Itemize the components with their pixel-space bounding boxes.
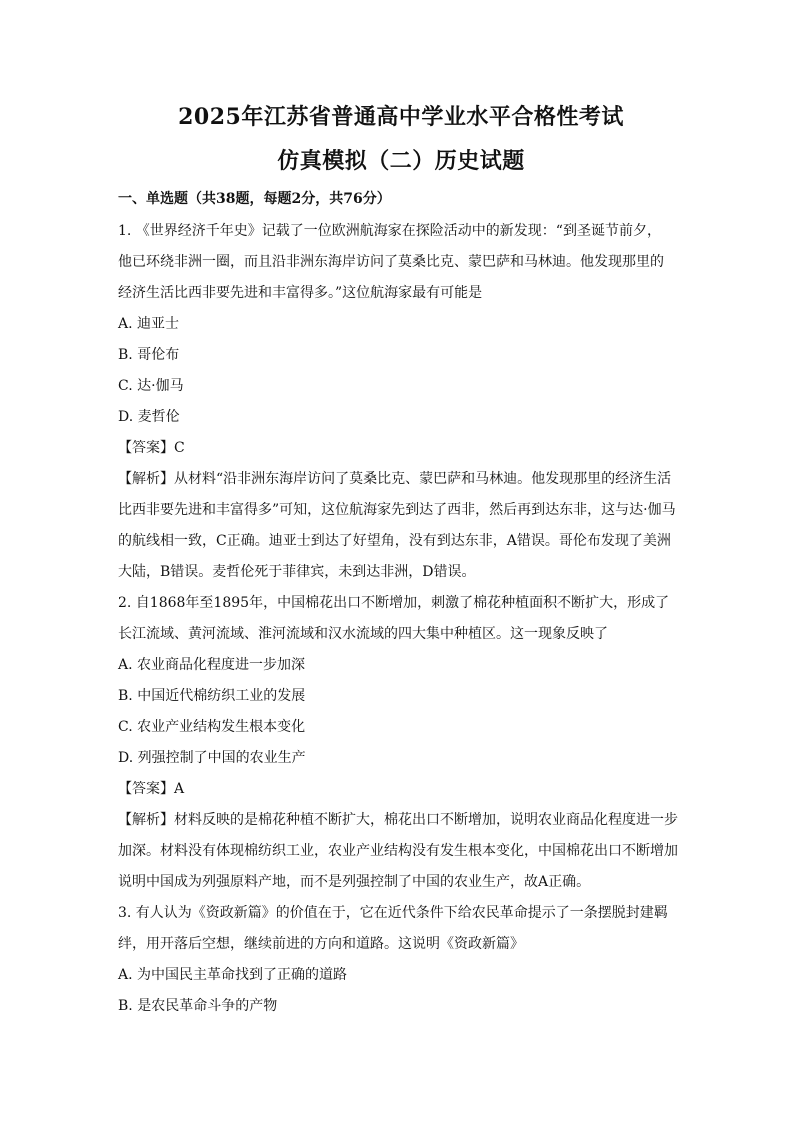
section-heading: 一、单选题（共38题，每题2分，共76分） [118, 191, 391, 207]
exam-title: 2025年江苏省普通高中学业水平合格性考试 [178, 104, 624, 130]
question-stem-line: 经济生活比西非要先进和丰富得多。”这位航海家最有可能是 [118, 285, 483, 301]
analysis-line: 说明中国成为列强原料产地，而不是列强控制了中国的农业生产，故A正确。 [118, 874, 591, 890]
question-stem-line: 2. 自1868年至1895年，中国棉花出口不断增加，刺激了棉花种植面积不断扩大，形成了 [118, 595, 670, 611]
option-a: A. 迪亚士 [118, 316, 180, 332]
option-d: D. 列强控制了中国的农业生产 [118, 750, 306, 766]
option-a: A. 农业商品化程度进一步加深 [118, 657, 306, 673]
question-stem-line: 长江流域、黄河流域、淮河流域和汉水流域的四大集中种植区。这一现象反映了 [118, 626, 608, 642]
answer-label: 【答案】A [118, 781, 185, 797]
question-2 [118, 588, 684, 898]
question-stem-line: 3. 有人认为《资政新篇》的价值在于，它在近代条件下给农民革命提示了一条摆脱封建羁 [118, 905, 668, 921]
answer-label: 【答案】C [118, 440, 185, 456]
option-a: A. 为中国民主革命找到了正确的道路 [118, 967, 348, 983]
option-c: C. 达·伽马 [118, 378, 184, 394]
analysis-line: 比西非要先进和丰富得多”可知，这位航海家先到达了西非，然后再到达东非，这与达·伽马 [118, 502, 676, 518]
question-3 [118, 898, 684, 1022]
question-1 [118, 216, 684, 588]
option-b: B. 中国近代棉纺织工业的发展 [118, 688, 306, 704]
analysis-line: 的航线相一致，C正确。迪亚士到达了好望角，没有到达东非，A错误。哥伦布发现了美洲 [118, 533, 671, 549]
analysis-line: 加深。材料没有体现棉纺织工业，农业产业结构没有发生根本变化，中国棉花出口不断增加 [118, 843, 678, 859]
option-c: C. 农业产业结构发生根本变化 [118, 719, 306, 735]
analysis-line: 大陆，B错误。麦哲伦死于菲律宾，未到达非洲，D错误。 [118, 564, 476, 580]
question-stem-line: 他已环绕非洲一圈，而且沿非洲东海岸访问了莫桑比克、蒙巴萨和马林迪。他发现那里的 [118, 254, 664, 270]
analysis-line: 【解析】从材料“沿非洲东海岸访问了莫桑比克、蒙巴萨和马林迪。他发现那里的经济生活 [118, 471, 672, 487]
question-stem-line: 绊，用开落后空想，继续前进的方向和道路。这说明《资政新篇》 [118, 936, 524, 952]
option-d: D. 麦哲伦 [118, 409, 180, 425]
analysis-line: 【解析】材料反映的是棉花种植不断扩大，棉花出口不断增加，说明农业商品化程度进一步 [118, 812, 678, 828]
question-stem-line: 1. 《世界经济千年史》记载了一位欧洲航海家在探险活动中的新发现：“到圣诞节前夕， [118, 223, 661, 239]
option-b: B. 哥伦布 [118, 347, 180, 363]
exam-subtitle: 仿真模拟（二）历史试题 [277, 148, 525, 174]
option-b: B. 是农民革命斗争的产物 [118, 998, 278, 1014]
